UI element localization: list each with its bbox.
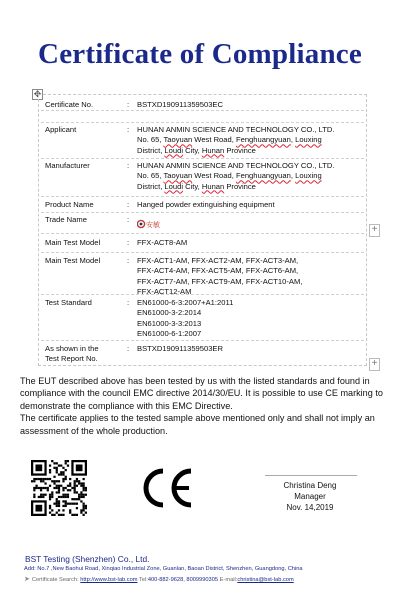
svg-text:安敏: 安敏: [146, 221, 160, 229]
tel-label: Tel:: [138, 577, 148, 583]
field-label-line: As shown in the: [45, 344, 99, 353]
statement-paragraph: The certificate applies to the tested sample above mentioned only and shall not imply an assessment of the whole production.: [20, 413, 375, 436]
field-value-line: FFX-ACT7-AM, FFX-ACT9-AM, FFX-ACT10-AM,: [137, 276, 303, 286]
field-colon: :: [127, 238, 130, 247]
trade-name-logo: [137, 219, 161, 229]
field-colon: :: [127, 100, 130, 109]
field-value-line: FFX-ACT12-AM: [137, 286, 192, 296]
field-colon: :: [127, 344, 130, 353]
field-value-line: No. 65, Taoyuan West Road, Fenghuangyuan, Louxing: [137, 135, 322, 145]
footer-company-name: BST Testing (Shenzhen) Co., Ltd.: [25, 554, 150, 564]
add-row-handle-icon[interactable]: +: [369, 358, 380, 371]
field-value-line: EN61000-6-1:2007: [137, 328, 202, 338]
website-link[interactable]: http://www.bst-lab.com: [80, 577, 138, 583]
field-value-line: FFX-ACT8-AM: [137, 238, 188, 247]
search-label: Certificate Search:: [31, 577, 79, 583]
row-separator: [41, 158, 364, 159]
field-label: Trade Name: [45, 215, 87, 224]
field-value-line: HUNAN ANMIN SCIENCE AND TECHNOLOGY CO., LTD.: [137, 125, 335, 134]
email-link[interactable]: christina@bst-lab.com: [237, 577, 294, 583]
ce-mark-icon: [137, 463, 195, 513]
field-value: [137, 238, 362, 248]
address-label: Add:: [24, 566, 36, 572]
field-label: Test Standard: [45, 298, 92, 307]
field-value: [137, 344, 362, 354]
field-value-line: District, Loudi City, Hunan Province: [137, 145, 256, 155]
field-value-line: EN61000-3-2:2014: [137, 308, 202, 318]
field-label: Certificate No.: [45, 100, 94, 109]
field-value: [137, 256, 362, 297]
field-value-line: HUNAN ANMIN SCIENCE AND TECHNOLOGY CO., LTD.: [137, 161, 335, 170]
field-label-line: Test Report No.: [45, 354, 98, 364]
field-label: Main Test Model: [45, 256, 101, 265]
field-value: [137, 298, 362, 339]
field-colon: :: [127, 200, 130, 209]
row-separator: [41, 340, 364, 341]
add-row-handle-icon[interactable]: +: [369, 224, 380, 237]
field-value: [137, 161, 362, 192]
field-colon: :: [127, 125, 130, 134]
signer-role: Manager: [294, 492, 326, 501]
field-value-line: EN61000-3-3:2013: [137, 318, 202, 328]
field-value: [137, 100, 362, 110]
row-separator: [41, 212, 364, 213]
signature-line: [265, 475, 357, 476]
footer-contact-line: [24, 576, 400, 584]
field-label: Main Test Model: [45, 238, 101, 247]
tel-number: 400-882-9628, 8009990305: [147, 577, 219, 583]
certificate-title: Certificate of Compliance: [38, 38, 362, 70]
table-move-handle-icon[interactable]: ✥: [33, 89, 42, 99]
qr-code[interactable]: [31, 460, 87, 516]
row-separator: [41, 233, 364, 234]
pointer-arrow-icon: ➤: [24, 576, 30, 583]
field-label: Manufacturer: [45, 161, 90, 170]
row-separator: [41, 252, 364, 253]
field-value: [137, 125, 362, 156]
row-separator: [41, 122, 364, 123]
signer-block: [255, 480, 365, 513]
email-label: E-mail:: [219, 577, 238, 583]
address-text: No.7 ,New Baohui Road, Xinqiao Industrial Zone, Guanlan, Baoan District, Shenzhen, Guangdong, China: [37, 566, 303, 572]
field-colon: :: [127, 215, 130, 224]
field-value-line: BSTXD190911359503EC: [137, 100, 223, 109]
field-value-line: FFX-ACT1-AM, FFX-ACT2-AM, FFX-ACT3-AM,: [137, 256, 299, 265]
field-colon: :: [127, 298, 130, 307]
row-separator: [41, 196, 364, 197]
field-value-line: District, Loudi City, Hunan Province: [137, 181, 256, 191]
field-value: [137, 200, 362, 210]
field-value-line: FFX-ACT4-AM, FFX-ACT5-AM, FFX-ACT6-AM,: [137, 266, 299, 276]
signer-date: Nov. 14,2019: [286, 503, 334, 512]
field-label: Applicant: [45, 125, 77, 134]
footer-address-line: [24, 566, 400, 573]
statement-paragraph: The EUT described above has been tested by us with the listed standards and found in compliance with the council EMC directive 2014/30/EU. It is possible to use CE marking to demonstrate the compliance with this EMC Directive.: [20, 376, 383, 411]
field-label: Product Name: [45, 200, 94, 209]
field-value-line: No. 65, Taoyuan West Road, Fenghuangyuan, Louxing: [137, 171, 322, 181]
field-value-line: EN61000-6-3:2007+A1:2011: [137, 298, 234, 307]
signer-name: Christina Deng: [283, 481, 337, 490]
field-value-line: Hanged powder extinguishing equipment: [137, 200, 275, 209]
compliance-statement: [20, 375, 390, 437]
field-label: [45, 344, 125, 365]
field-colon: :: [127, 256, 130, 265]
field-colon: :: [127, 161, 130, 170]
field-value-line: BSTXD190911359503ER: [137, 344, 223, 353]
